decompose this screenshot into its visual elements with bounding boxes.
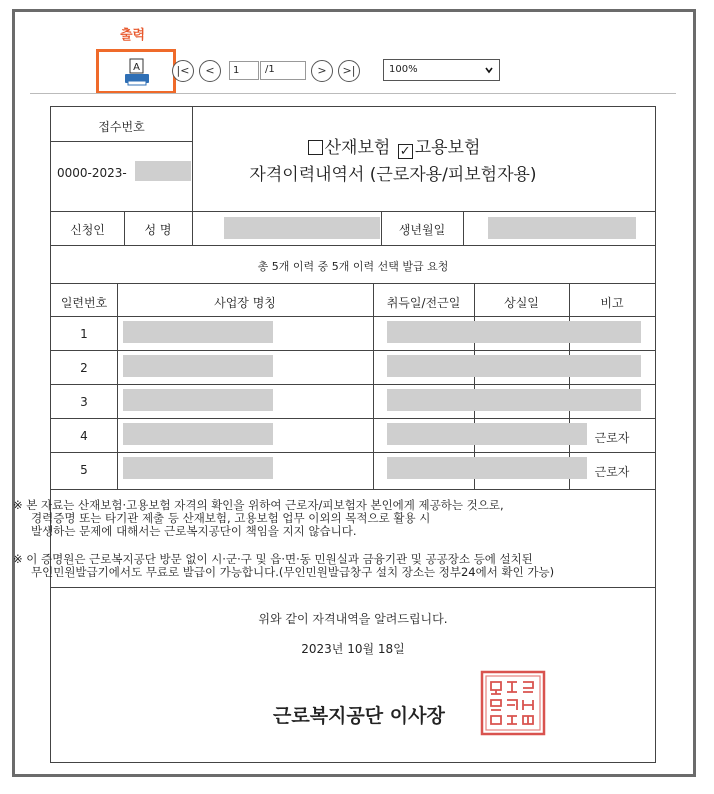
redacted-name (224, 217, 380, 239)
row-remark: 근로자 (594, 465, 630, 479)
row-divider (51, 418, 655, 419)
row-serial: 1 (80, 327, 88, 341)
col-divider (373, 283, 374, 489)
row-divider (51, 452, 655, 453)
notice-1-line-3: 발생하는 문제에 대해서는 근로복지공단이 책임을 지지 않습니다. (31, 524, 357, 538)
print-icon-letter: A (133, 62, 140, 73)
zoom-value: 100% (389, 64, 418, 75)
redacted-dates (387, 355, 641, 377)
receipt-number: 0000-2023- (57, 166, 127, 180)
zoom-select[interactable] (383, 59, 500, 81)
redacted-dates (387, 321, 641, 343)
column-header-loss-date: 상실일 (504, 296, 539, 310)
issuer-name: 근로복지공단 이사장 (273, 705, 445, 727)
print-icon[interactable] (124, 58, 150, 86)
industrial-accident-checkbox (308, 140, 323, 155)
toolbar-divider (30, 93, 676, 94)
row-divider (51, 350, 655, 351)
redacted-workplace (123, 389, 273, 411)
row-divider (51, 316, 655, 317)
redacted-workplace (123, 355, 273, 377)
row-serial: 5 (80, 463, 88, 477)
redacted-receipt-number (135, 161, 191, 181)
receipt-label: 접수번호 (98, 120, 145, 134)
employment-insurance-label: 고용보험 (414, 138, 481, 158)
row-divider (51, 245, 655, 246)
official-seal-stamp (479, 669, 547, 737)
notice-2-line-2: 무인민원발급기에서도 무료로 발급이 가능합니다.(무인민원발급창구 설치 장소는 정부24에서 확인 가능) (31, 565, 555, 579)
confirmation-text: 위와 같이 자격내역을 알려드립니다. (258, 612, 448, 626)
first-page-button[interactable]: |< (172, 60, 194, 82)
applicant-label: 신청인 (70, 223, 105, 237)
row-serial: 3 (80, 395, 88, 409)
receipt-divider (51, 141, 192, 142)
certificate-document (13, 106, 656, 763)
redacted-dates (387, 457, 587, 479)
page-total-label: /1 (265, 64, 275, 75)
insurance-type-line (193, 133, 593, 159)
checkmark-icon: ✓ (399, 144, 411, 159)
row-serial: 4 (80, 429, 88, 443)
notice-2-line-1: ※ 이 증명원은 근로복지공단 방문 없이 시·군·구 및 읍·면·동 민원실과 금융기관 및 공공장소 등에 설치된 (13, 552, 533, 566)
row-divider (51, 489, 655, 490)
column-header-remarks: 비고 (600, 296, 624, 310)
redacted-birth-date (488, 217, 636, 239)
redacted-dates (387, 423, 587, 445)
page-number-input[interactable]: 1 (229, 61, 259, 80)
last-page-button[interactable]: >| (338, 60, 360, 82)
redacted-workplace (123, 423, 273, 445)
notice-1-line-1: ※ 본 자료는 산재보험·고용보험 자격의 확인을 위하여 근로자/피보험자 본인에게 제공하는 것으로, (13, 498, 504, 512)
row-divider (51, 283, 655, 284)
issue-date: 2023년 10월 18일 (301, 642, 405, 656)
industrial-accident-label: 산재보험 (324, 138, 391, 158)
next-page-button[interactable]: > (311, 60, 333, 82)
row-divider (51, 384, 655, 385)
print-callout-label: 출력 (120, 28, 146, 43)
chevron-down-icon (485, 66, 493, 74)
row-divider (51, 211, 655, 212)
name-label: 성 명 (144, 223, 172, 237)
redacted-workplace (123, 321, 273, 343)
row-remark: 근로자 (594, 431, 630, 445)
column-header-serial: 일련번호 (60, 296, 108, 310)
redacted-dates (387, 389, 641, 411)
birth-date-label: 생년월일 (398, 223, 446, 237)
notice-1-line-2: 경력증명 또는 타기관 제출 등 산재보험, 고용보험 업무 이외의 목적으로 활용 시 (31, 511, 431, 525)
column-header-acquisition-date: 취득일/전근일 (386, 296, 461, 310)
employment-insurance-checkbox (398, 144, 413, 159)
document-title: 자격이력내역서 (근로자용/피보험자용) (249, 165, 537, 185)
prev-page-button[interactable]: < (199, 60, 221, 82)
col-divider (463, 211, 464, 245)
header-divider (192, 107, 193, 211)
row-serial: 2 (80, 361, 88, 375)
redacted-workplace (123, 457, 273, 479)
column-header-workplace: 사업장 명칭 (214, 296, 276, 310)
issuance-summary: 총 5개 이력 중 5개 이력 선택 발급 요청 (257, 260, 449, 273)
col-divider (192, 211, 193, 245)
col-divider (117, 283, 118, 489)
row-divider (51, 587, 655, 588)
